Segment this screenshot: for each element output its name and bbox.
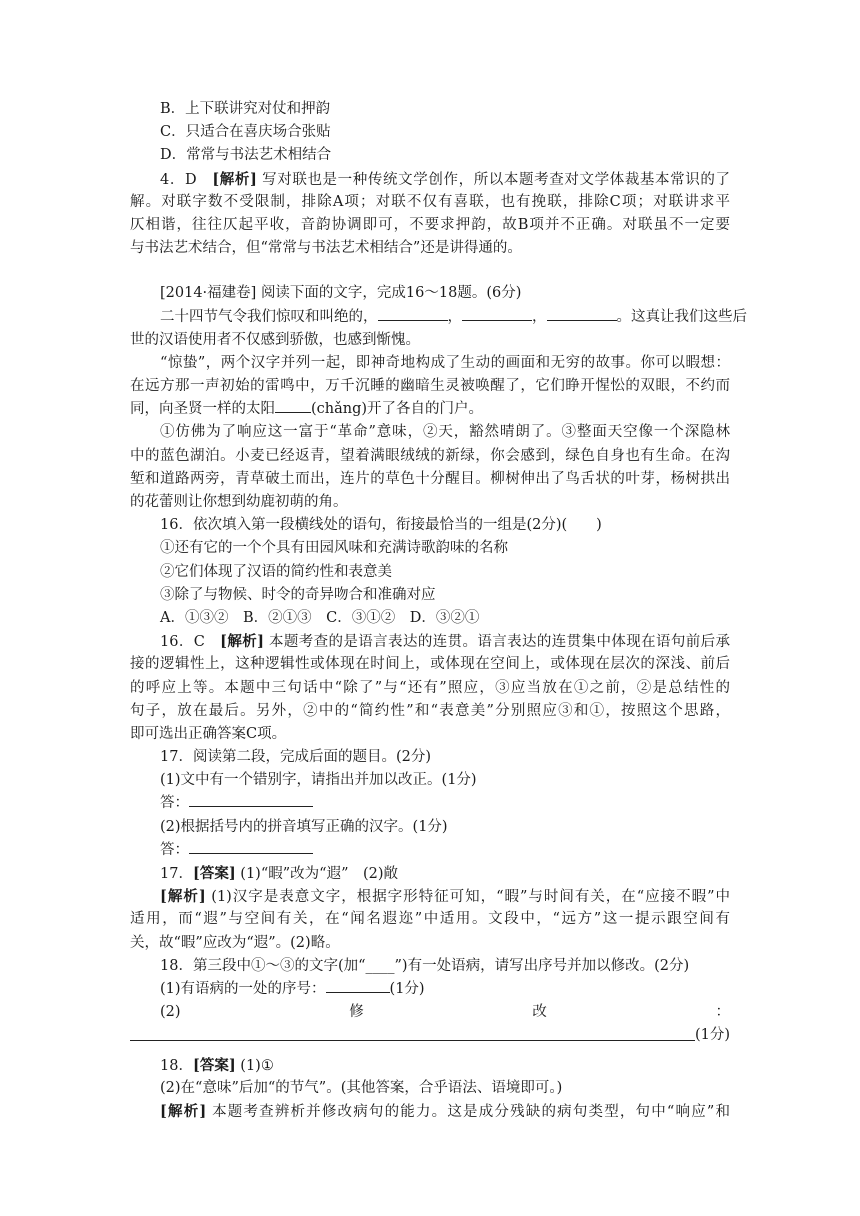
answer18-line: (2)在“意味”后加“的节气”。(其他答案，合乎语法、语境即可。)	[160, 1079, 563, 1096]
answer-blank[interactable]	[326, 978, 390, 993]
option-c: C．只适合在喜庆场合张贴	[160, 124, 331, 141]
q16-item: ②它们体现了汉语的简约性和表意美	[160, 563, 392, 580]
answer4-line: 仄相谐，往往仄起平收，音韵协调即可，不要求押韵，故B项并不正确。对联虽不一定要	[130, 216, 730, 233]
answer-blank[interactable]	[130, 1024, 695, 1041]
q16-item: ③除了与物候、时令的奇异吻合和准确对应	[160, 586, 436, 603]
q16-stem: 16．依次填入第一段横线处的语句，衔接最恰当的一组是(2分)( )	[160, 517, 602, 534]
passage-line: 中的蓝色湖泊。小麦已经返青，望着满眼绒绒的新绿，你会感到，绿色自身也有生命。在沟	[130, 447, 730, 464]
q18-stem: 18．第三段中①～③的文字(加“____”)有一处语病，请写出序号并加以修改。(2分)	[160, 957, 690, 974]
q17-stem: 17．阅读第二段，完成后面的题目。(2分)	[160, 749, 431, 766]
q17-sub1: (1)文中有一个错别字，请指出并加以改正。(1分)	[160, 772, 477, 789]
document-body	[130, 98, 747, 1123]
fill-blank[interactable]	[462, 306, 532, 321]
passage-line: 世的汉语使用者不仅感到骄傲，也感到惭愧。	[130, 331, 420, 348]
answer17-line: 适用，而“遐”与空间有关，在“闻名遐迩”中适用。文段中，“远方”这一提示跟空间有	[130, 911, 730, 928]
answer17-line: 17．[答案] (1)“暇”改为“遐” (2)敞	[160, 865, 399, 882]
answer16-line: 即可选出正确答案C项。	[130, 725, 287, 742]
answer16-line: 的呼应上等。本题中三句话中“除了”与“还有”照应，③应当放在①之前，②是总结性的	[130, 679, 730, 696]
q18-sub2: (2) 修 改 ：	[160, 1004, 730, 1021]
option-d: D．常常与书法艺术相结合	[160, 147, 332, 164]
answer4-line: 解。对联字数不受限制，排除A项；对联不仅有喜联，也有挽联，排除C项；对联讲求平	[130, 193, 730, 210]
passage-line: 堑和道路两旁，青草破土而出，连片的草色十分醒目。柳树伸出了鸟舌状的叶芽，杨树拱出	[130, 470, 730, 487]
passage-line: 的花蕾则让你想到幼鹿初萌的角。	[130, 494, 348, 510]
answer16-line: 句子，放在最后。另外，②中的“简约性”和“表意美”分别照应③和①，按照这个思路，	[130, 702, 730, 719]
fill-blank[interactable]	[275, 398, 311, 413]
answer17-line: 关，故“暇”应改为“遐”。(2)略。	[130, 934, 340, 951]
passage-line: 同，向圣贤一样的太阳 (chǎng)开了各自的门户。	[130, 398, 730, 421]
spacer	[130, 260, 730, 282]
option-b: B．上下联讲究对仗和押韵	[160, 101, 331, 117]
answer16-line: 接的逻辑性上，这种逻辑性或体现在时间上，或体现在空间上，或体现在层次的深浅、前后	[130, 656, 730, 673]
section-header: [2014·福建卷] 阅读下面的文字，完成16～18题。(6分)	[160, 285, 522, 302]
answer18-line: [解析] 本题考查辨析并修改病句的能力。这是成分残缺的病句类型，句中“响应”和	[160, 1102, 730, 1120]
passage-line: “惊蛰”，两个汉字并列一起，即神奇地构成了生动的画面和无穷的故事。你可以暇想：	[160, 354, 730, 371]
q17-answer-line: 答：	[130, 839, 730, 862]
answer4-line: 4．D [解析] 写对联也是一种传统文学创作，所以本题考查对文学体裁基本常识的了	[160, 170, 730, 188]
passage-line: ①仿佛为了响应这一富于“革命”意味，②天，豁然晴朗了。③整面天空像一个深隐林	[160, 424, 730, 441]
answer-blank[interactable]	[189, 839, 313, 854]
answer16-line: 16．C [解析] 本题考查的是语言表达的连贯。语言表达的连贯集中体现在语句前后承	[160, 633, 731, 651]
passage-p1: 二十四节气令我们惊叹和叫绝的， ， ， 。这真让我们这些后	[130, 306, 730, 329]
passage-line: 在远方那一声初始的雷鸣中，万千沉睡的幽暗生灵被唤醒了，它们睁开惺忪的双眼，不约而	[130, 378, 730, 395]
answer4-line: 与书法艺术结合，但“常常与书法艺术相结合”还是讲得通的。	[130, 240, 522, 257]
q18-answer-line: (1分)	[130, 1024, 730, 1047]
answer17-line: [解析] (1)汉字是表意文字，根据字形特征可知，“暇”与时间有关，在“应接不暇”中	[160, 888, 730, 906]
fill-blank[interactable]	[378, 306, 448, 321]
fill-blank[interactable]	[547, 306, 617, 321]
q18-sub1: (1)有语病的一处的序号： (1分)	[130, 978, 730, 1001]
q16-item: ①还有它的一个个具有田园风味和充满诗歌韵味的名称	[160, 540, 508, 557]
answer-blank[interactable]	[189, 792, 313, 807]
answer18-line: 18．[答案] (1)①	[160, 1056, 274, 1074]
q17-sub2: (2)根据括号内的拼音填写正确的汉字。(1分)	[160, 818, 448, 835]
q17-answer-line: 答：	[130, 792, 730, 815]
q16-choices: A．①③② B．②①③ C．③①② D．③②①	[160, 609, 480, 626]
